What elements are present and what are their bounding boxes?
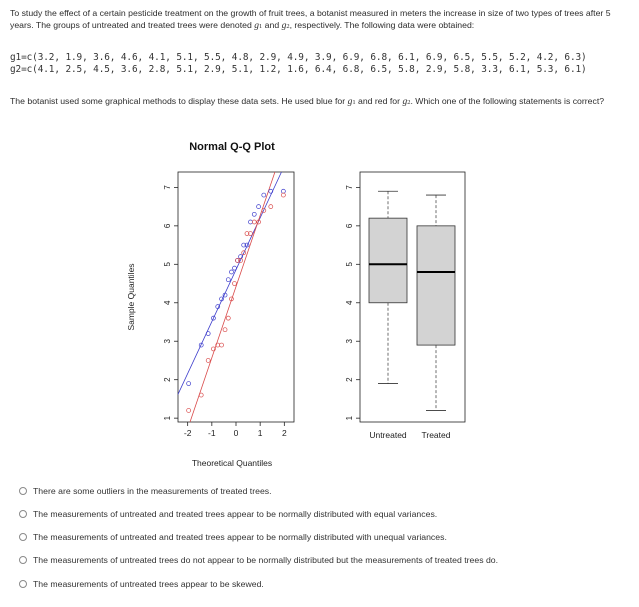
answer-option-label: The measurements of untreated and treated trees appear to be normally distributed with equal variances. bbox=[33, 509, 438, 519]
qq-x-tick-label: 2 bbox=[281, 428, 287, 438]
qq-point-blue bbox=[229, 270, 233, 274]
answer-option-label: The measurements of untreated and treated trees appear to be normally distributed with unequal variances. bbox=[33, 532, 447, 542]
boxplot-boxes bbox=[369, 191, 455, 410]
radio-button[interactable] bbox=[19, 533, 27, 541]
radio-button[interactable] bbox=[19, 580, 27, 588]
qq-point-blue bbox=[206, 332, 210, 336]
boxplot-category-label: Untreated bbox=[369, 430, 407, 440]
g2-symbol: g2 bbox=[402, 97, 411, 107]
g1-symbol: g1 bbox=[347, 97, 356, 107]
qq-point-red bbox=[206, 358, 210, 362]
qq-y-tick-label: 1 bbox=[163, 415, 172, 421]
boxplot-box-untreated bbox=[369, 218, 407, 303]
g2-data-code: g2=c(4.1, 2.5, 4.5, 3.6, 2.8, 5.1, 2.9, 5.1, 1.2, 1.6, 6.4, 6.8, 6.5, 5.8, 2.9, 5.8, 3.3, 6.1, 5.3, 6.1) bbox=[10, 64, 587, 75]
boxplot-y-tick-label: 2 bbox=[345, 377, 354, 382]
qq-point-red bbox=[199, 393, 203, 397]
answer-option-3[interactable] bbox=[19, 532, 447, 542]
qq-y-tick-label: 6 bbox=[163, 223, 172, 229]
boxplot-x-axis bbox=[369, 430, 450, 440]
boxplot-y-tick-label: 5 bbox=[345, 262, 354, 267]
qq-x-axis bbox=[184, 422, 287, 438]
qq-plot-frame bbox=[178, 172, 294, 422]
qq-point-blue bbox=[187, 382, 191, 386]
question-intro: To study the effect of a certain pesticide treatment on the growth of fruit trees, a botanist measured in meters the increase in size of two types of trees after 5 years. The groups of untreated and treated trees were denoted g1 and g2, respectively. The following data were obtained: bbox=[10, 8, 611, 31]
qq-point-blue bbox=[281, 189, 285, 193]
boxplot-y-tick-label: 1 bbox=[345, 415, 354, 421]
boxplot-y-axis bbox=[345, 185, 360, 421]
qq-point-red bbox=[269, 205, 273, 209]
answer-option-5[interactable] bbox=[19, 579, 264, 589]
g1-data-code: g1=c(3.2, 1.9, 3.6, 4.6, 4.1, 5.1, 5.5, 4.8, 2.9, 4.9, 3.9, 6.9, 6.8, 6.1, 6.9, 6.5, 5.5, 5.2, 4.2, 6.3) bbox=[10, 52, 587, 63]
radio-button[interactable] bbox=[19, 510, 27, 518]
answer-option-4[interactable] bbox=[19, 555, 498, 565]
qq-x-tick-label: 1 bbox=[257, 428, 263, 438]
figure-qq-and-boxplot bbox=[120, 132, 480, 477]
qq-x-tick-label: 0 bbox=[233, 428, 239, 438]
boxplot-y-tick-label: 4 bbox=[345, 300, 354, 305]
qq-y-tick-label: 3 bbox=[163, 339, 172, 344]
qq-point-blue bbox=[252, 212, 256, 216]
qq-x-tick-label: -2 bbox=[183, 428, 192, 438]
g2-symbol: g2 bbox=[281, 21, 290, 31]
g1-symbol: g1 bbox=[254, 21, 263, 31]
qq-point-red bbox=[220, 343, 224, 347]
qq-point-red bbox=[281, 193, 285, 197]
qq-y-axis bbox=[163, 185, 178, 421]
boxplot-category-label: Treated bbox=[421, 430, 451, 440]
answer-option-1[interactable] bbox=[19, 486, 272, 496]
boxplot-y-tick-label: 7 bbox=[345, 185, 354, 190]
qq-point-red bbox=[223, 328, 227, 332]
qq-point-red bbox=[226, 316, 230, 320]
answer-option-label: The measurements of untreated trees do not appear to be normally distributed but the measurements of treated trees do. bbox=[33, 555, 499, 565]
radio-button[interactable] bbox=[19, 556, 27, 564]
qq-point-red bbox=[252, 220, 256, 224]
qq-point-blue bbox=[248, 220, 252, 224]
qq-point-blue bbox=[257, 205, 261, 209]
qq-x-axis-label: Theoretical Quantiles bbox=[191, 458, 273, 468]
answer-option-2[interactable] bbox=[19, 509, 437, 519]
answer-option-label: There are some outliers in the measurements of treated trees. bbox=[33, 486, 272, 496]
qq-y-axis-label: Sample Quantiles bbox=[126, 263, 136, 331]
qq-y-tick-label: 2 bbox=[163, 377, 172, 382]
qq-y-tick-label: 7 bbox=[163, 185, 172, 190]
qq-point-red bbox=[187, 408, 191, 412]
question-description: The botanist used some graphical methods to display these data sets. He used blue for g1 and red for g2. Which one of the following statements is correct? bbox=[10, 96, 605, 107]
qq-y-tick-label: 4 bbox=[163, 300, 172, 305]
qq-point-blue bbox=[226, 278, 230, 282]
qq-y-tick-label: 5 bbox=[163, 262, 172, 267]
qq-points bbox=[187, 189, 286, 412]
radio-button[interactable] bbox=[19, 487, 27, 495]
boxplot-y-tick-label: 3 bbox=[345, 339, 354, 344]
qq-point-red bbox=[232, 282, 236, 286]
answer-option-label: The measurements of untreated trees appear to be skewed. bbox=[33, 579, 264, 589]
qq-plot-title: Normal Q-Q Plot bbox=[189, 141, 275, 153]
boxplot-y-tick-label: 6 bbox=[345, 223, 354, 229]
qq-point-blue bbox=[232, 266, 236, 270]
qq-point-blue bbox=[262, 193, 266, 197]
qq-x-tick-label: -1 bbox=[208, 428, 216, 438]
boxplot-box-treated bbox=[417, 226, 455, 345]
qq-reference-lines bbox=[178, 172, 281, 422]
qq-line-blue bbox=[178, 172, 281, 394]
